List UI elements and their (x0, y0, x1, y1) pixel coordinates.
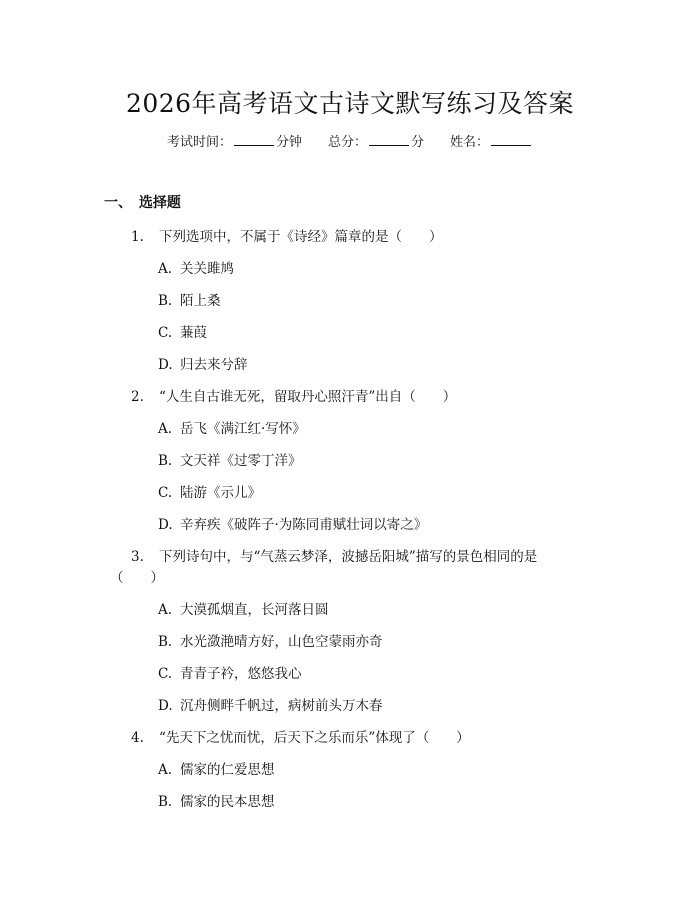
exam-time-field (167, 131, 302, 150)
option-3b (158, 630, 383, 650)
exam-time-unit: 分钟 (275, 135, 302, 150)
option-letter: D. (158, 698, 173, 714)
student-name-field (450, 131, 533, 150)
option-text: 归去来兮辞 (180, 357, 248, 373)
option-letter: A. (158, 762, 173, 778)
option-text: 沉舟侧畔千帆过，病树前头万木春 (180, 698, 383, 714)
option-letter: A. (158, 421, 173, 437)
student-name-label: 姓名： (450, 135, 490, 150)
option-letter: C. (158, 325, 173, 341)
option-1c (158, 321, 207, 341)
option-3c (158, 662, 302, 682)
question-1 (131, 225, 443, 245)
option-3d (158, 694, 383, 714)
option-text: 陌上桑 (180, 293, 221, 309)
option-3a (158, 598, 329, 618)
option-letter: D. (158, 517, 173, 533)
option-text: 关关雎鸠 (180, 261, 234, 277)
total-score-blank (369, 133, 409, 146)
option-4a (158, 758, 275, 778)
question-text: 下列诗句中，与“气蒸云梦泽，波撼岳阳城”描写的景色相同的是 (159, 549, 538, 565)
option-text: 大漠孤烟直，长河落日圆 (180, 602, 329, 618)
question-4 (131, 726, 470, 746)
option-1d (158, 353, 248, 373)
option-1a (158, 257, 234, 277)
option-letter: B. (158, 794, 173, 810)
question-2 (131, 385, 456, 405)
option-letter: A. (158, 261, 173, 277)
question-3-continuation: （ ） (110, 570, 164, 586)
option-letter: C. (158, 666, 173, 682)
exam-time-blank (234, 133, 274, 146)
option-text: 陆游《示儿》 (180, 485, 261, 501)
option-2b (158, 449, 302, 469)
option-letter: B. (158, 634, 173, 650)
question-text: 下列选项中，不属于《诗经》篇章的是（ ） (159, 229, 443, 245)
student-name-blank (491, 133, 531, 146)
option-letter: A. (158, 602, 173, 618)
exam-time-label: 考试时间： (166, 135, 232, 150)
question-text: “人生自古谁无死，留取丹心照汗青”出自（ ） (159, 389, 457, 405)
option-text: 水光潋滟晴方好，山色空蒙雨亦奇 (180, 634, 383, 650)
total-score-label: 总分： (327, 135, 367, 150)
section-heading (104, 192, 181, 212)
option-4b (158, 790, 275, 810)
option-text: 儒家的民本思想 (180, 794, 275, 810)
option-1b (158, 289, 221, 309)
question-number: 4. (131, 730, 144, 746)
total-score-unit: 分 (411, 135, 425, 150)
option-text: 儒家的仁爱思想 (180, 762, 275, 778)
total-score-field (328, 131, 424, 150)
page-title: 2026年高考语文古诗文默写练习及答案 (125, 89, 575, 118)
option-letter: C. (158, 485, 173, 501)
option-text: 辛弃疾《破阵子·为陈同甫赋壮词以寄之》 (180, 517, 428, 533)
option-letter: B. (158, 453, 173, 469)
option-text: 岳飞《满江红·写怀》 (180, 421, 306, 437)
question-text: “先天下之忧而忧，后天下之乐而乐”体现了（ ） (159, 730, 470, 746)
option-text: 蒹葭 (180, 325, 207, 341)
section-title: 选择题 (138, 195, 181, 211)
option-2a (158, 417, 306, 437)
option-2d (158, 513, 427, 533)
question-number: 1. (131, 229, 144, 245)
option-text: 青青子衿，悠悠我心 (180, 666, 302, 682)
option-text: 文天祥《过零丁洋》 (180, 453, 302, 469)
question-number: 3. (131, 549, 144, 565)
question-3 (131, 545, 537, 565)
exam-meta (0, 131, 700, 150)
question-number: 2. (131, 389, 144, 405)
option-2c (158, 481, 261, 501)
section-number: 一、 (104, 195, 132, 211)
option-letter: D. (158, 357, 173, 373)
option-letter: B. (158, 293, 173, 309)
